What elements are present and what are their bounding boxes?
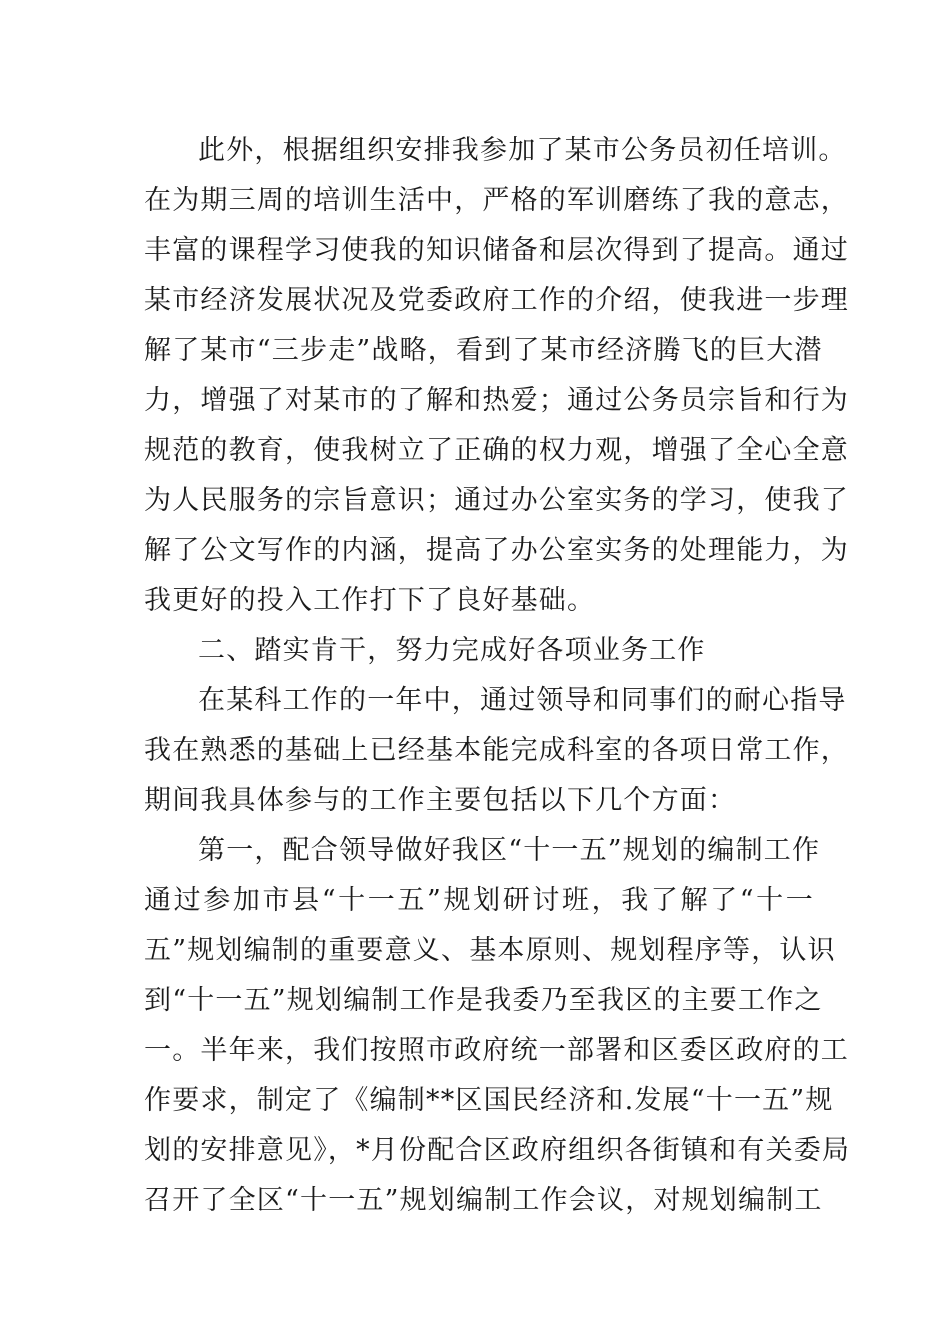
paragraph-line: 我更好的投入工作打下了良好基础。 [144,585,596,616]
paragraph-line: 某市经济发展状况及党委政府工作的介绍，使我进一步理 [144,285,849,316]
paragraph-line: 规范的教育，使我树立了正确的权力观，增强了全心全意 [144,435,849,466]
paragraph-line: 在某科工作的一年中，通过领导和同事们的耐心指导 [198,685,847,716]
paragraph-line: 到“十一五”规划编制工作是我委乃至我区的主要工作之 [144,985,823,1016]
paragraph-line: 在为期三周的培训生活中，严格的军训磨练了我的意志， [144,185,849,216]
paragraph-line: 作要求，制定了《编制**区国民经济和.发展“十一五”规 [144,1085,834,1116]
paragraph-line: 力，增强了对某市的了解和热爱；通过公务员宗旨和行为 [144,385,849,416]
paragraph-line: 我在熟悉的基础上已经基本能完成科室的各项日常工作， [144,735,849,766]
paragraph-line: 召开了全区“十一五”规划编制工作会议，对规划编制工 [144,1185,823,1216]
paragraph-line: 此外，根据组织安排我参加了某市公务员初任培训。 [198,135,847,166]
paragraph-line: 通过参加市县“十一五”规划研讨班，我了解了“十一 [144,885,814,916]
paragraph-line: 一。半年来，我们按照市政府统一部署和区委区政府的工 [144,1035,849,1066]
paragraph-line: 五”规划编制的重要意义、基本原则、规划程序等，认识 [144,935,836,966]
paragraph-line: 划的安排意见》，*月份配合区政府组织各街镇和有关委局 [144,1135,851,1166]
section-heading: 二、踏实肯干，努力完成好各项业务工作 [198,635,706,666]
paragraph-line: 丰富的课程学习使我的知识储备和层次得到了提高。通过 [144,235,849,266]
paragraph-line: 期间我具体参与的工作主要包括以下几个方面： [144,785,737,816]
paragraph-line: 解了公文写作的内涵，提高了办公室实务的处理能力，为 [144,535,849,566]
paragraph-line: 为人民服务的宗旨意识；通过办公室实务的学习，使我了 [144,485,849,516]
paragraph-line: 第一，配合领导做好我区“十一五”规划的编制工作 [198,835,821,866]
paragraph-line: 解了某市“三步走”战略，看到了某市经济腾飞的巨大潜 [144,335,823,366]
